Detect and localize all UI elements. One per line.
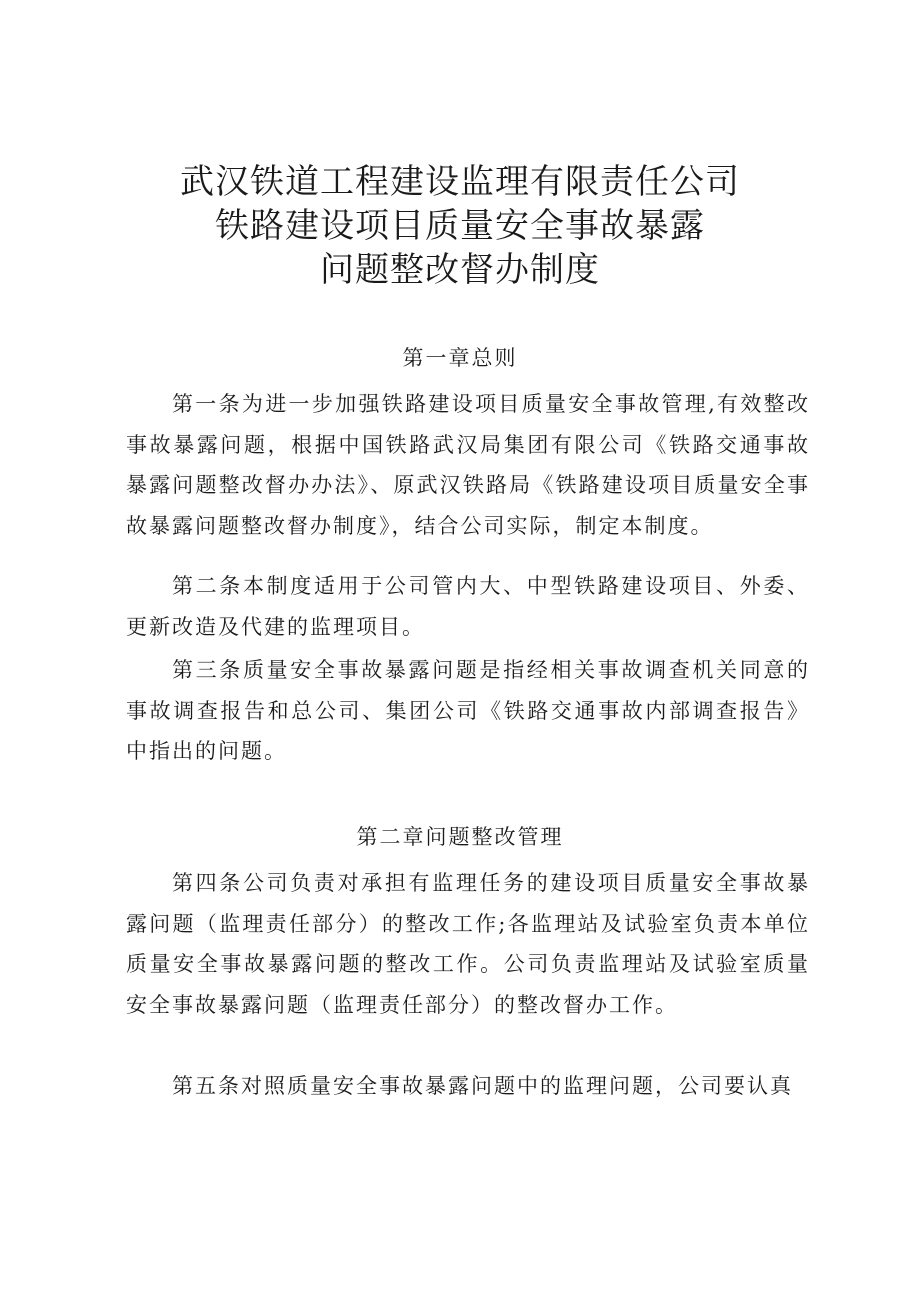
article-4: 第四条公司负责对承担有监理任务的建设项目质量安全事故暴露问题（监理责任部分）的整改工作;各监理站及试验室负责本单位质量安全事故暴露问题的整改工作。公司负责监理站及试验室质量安全事故暴露问题（监理责任部分）的整改督办工作。: [126, 871, 810, 1017]
title-line-2: 铁路建设项目质量安全事故暴露: [215, 206, 705, 246]
chapter-heading-2: 第二章问题整改管理: [356, 825, 564, 849]
article-2: 第二条本制度适用于公司管内大、中型铁路建设项目、外委、更新改造及代建的监理项目。: [126, 574, 810, 639]
article-1: 第一条为进一步加强铁路建设项目质量安全事故管理,有效整改事故暴露问题，根据中国铁路武汉局集团有限公司《铁路交通事故暴露问题整改督办办法》、原武汉铁路局《铁路建设项目质量安全事故暴露问题整改督办制度》，结合公司实际，制定本制度。: [126, 392, 810, 538]
chapter-heading-1: 第一章总则: [402, 346, 518, 370]
title-line-1: 武汉铁道工程建设监理有限责任公司: [180, 162, 740, 202]
article-5: 第五条对照质量安全事故暴露问题中的监理问题，公司要认真: [172, 1074, 793, 1098]
document-title: [0, 160, 920, 292]
article-3: 第三条质量安全事故暴露问题是指经相关事故调查机关同意的事故调查报告和总公司、集团公司《铁路交通事故内部调查报告》中指出的问题。: [126, 658, 810, 763]
title-line-3: 问题整改督办制度: [320, 250, 600, 290]
